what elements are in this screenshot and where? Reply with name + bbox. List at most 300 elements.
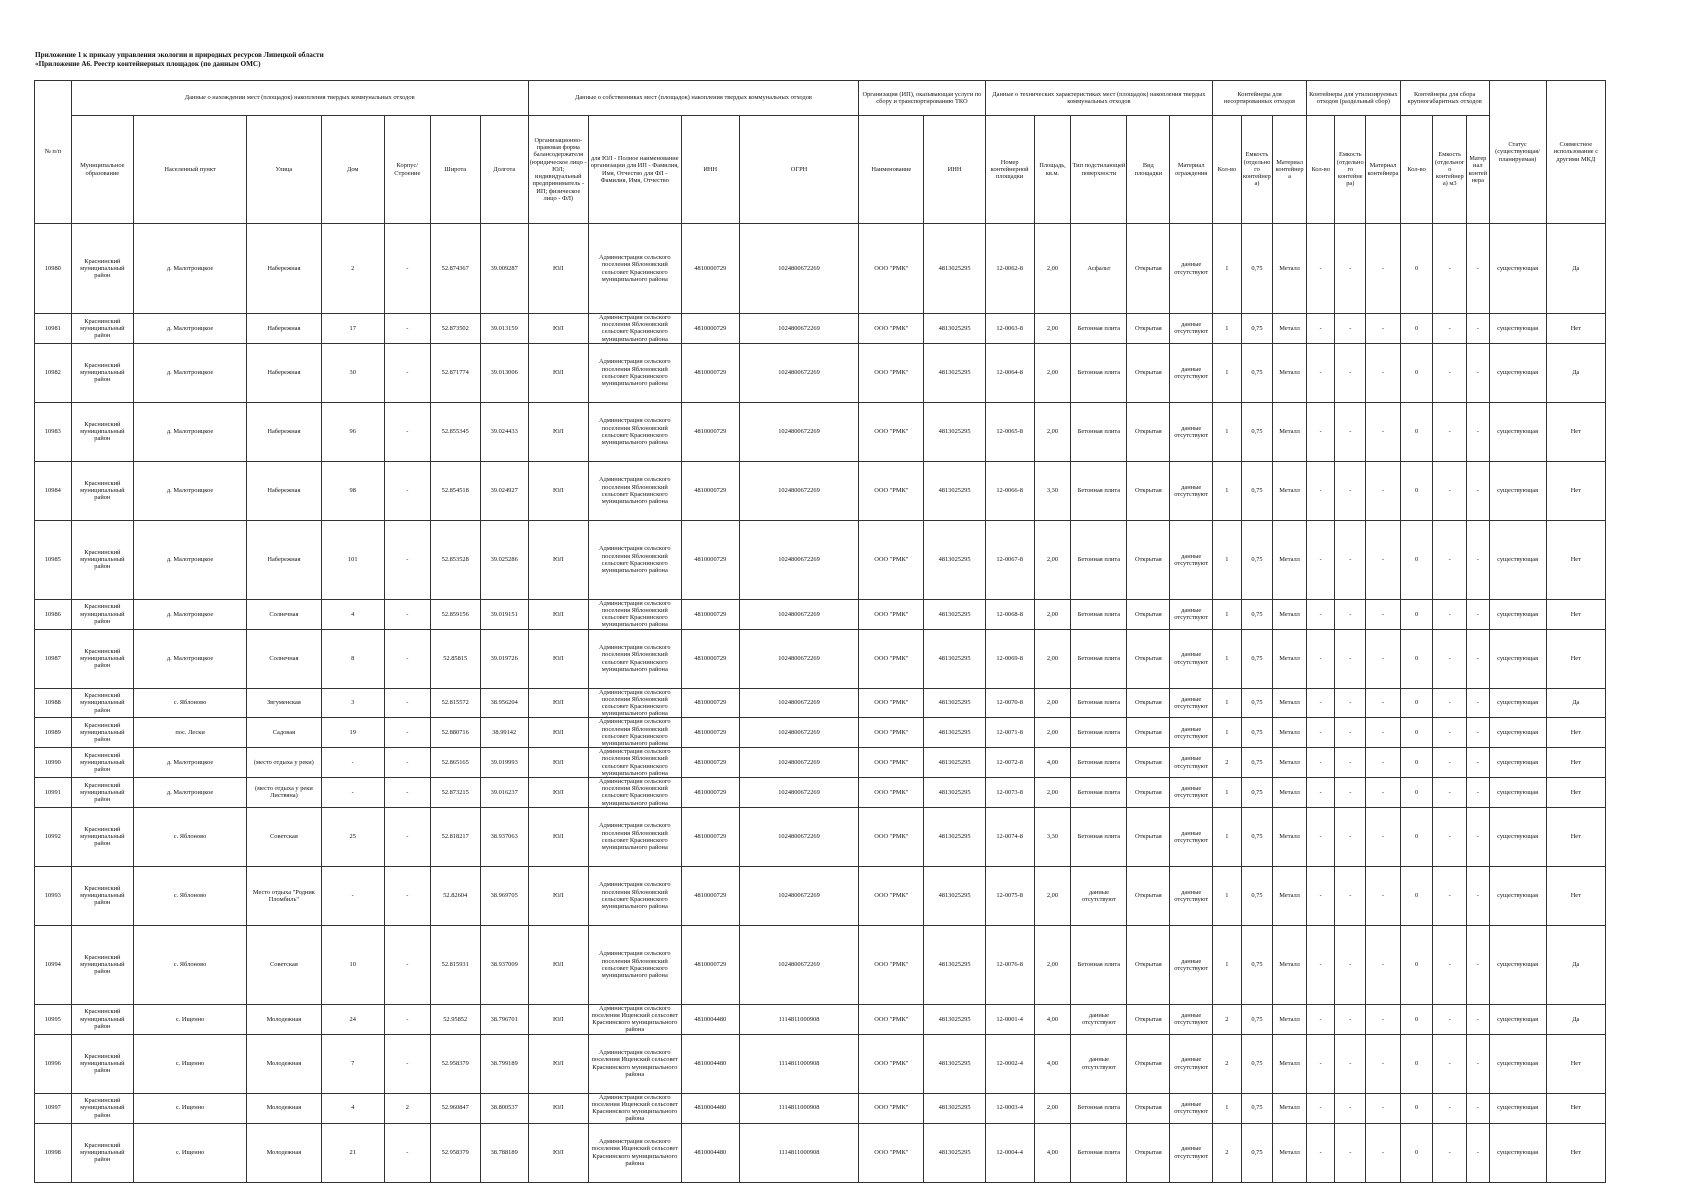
cell-lat: 52.958379 [430, 1123, 480, 1182]
cell-ogrn: 1024800672269 [739, 314, 858, 344]
cell-settlement: с. Яблоново [133, 866, 246, 925]
registry-table [34, 80, 1606, 1183]
cell-fence: данные отсутствуют [1170, 778, 1213, 808]
cell-shared: Нет [1546, 778, 1605, 808]
cell-municipality: Краснинский муниципальный район [71, 866, 133, 925]
cell-site-no: 12-0064-8 [985, 343, 1034, 402]
cell-recyclable-qty: - [1306, 629, 1335, 688]
cell-unsorted-qty: 1 [1213, 629, 1242, 688]
cell-bulky-capacity: - [1433, 1034, 1467, 1093]
cell-area: 4,00 [1034, 748, 1071, 778]
cell-fence: данные отсутствуют [1170, 343, 1213, 402]
document-title [35, 51, 735, 69]
col-header-shared: Совместное использование с другими МКД [1546, 81, 1605, 224]
cell-recyclable-qty: - [1306, 718, 1335, 748]
cell-site-type: Открытая [1127, 224, 1170, 314]
col-header-unsorted-material: Материал контейнера [1273, 116, 1307, 224]
cell-street: Молодежная [247, 1093, 321, 1123]
cell-municipality: Краснинский муниципальный район [71, 599, 133, 629]
cell-inn: 4810000729 [681, 807, 739, 866]
cell-surface: Асфальт [1071, 224, 1127, 314]
cell-operator-name: ООО "РМК" [859, 629, 924, 688]
cell-lon: 39.024927 [480, 461, 528, 520]
cell-bulky-material: - [1467, 807, 1489, 866]
cell-surface: Бетонная плита [1071, 1093, 1127, 1123]
cell-unsorted-capacity: 0,75 [1241, 599, 1273, 629]
cell-recyclable-capacity: - [1335, 599, 1366, 629]
cell-area: 2,00 [1034, 778, 1071, 808]
cell-legal-form: ЮЛ [528, 224, 588, 314]
cell-status: существующая [1489, 461, 1546, 520]
cell-building: 2 [384, 1093, 430, 1123]
cell-unsorted-material: Металл [1273, 629, 1307, 688]
cell-shared: Да [1546, 925, 1605, 1004]
cell-num: 10987 [35, 629, 72, 688]
cell-recyclable-material: - [1366, 520, 1401, 599]
cell-operator-name: ООО "РМК" [859, 778, 924, 808]
col-header-recyclable-capacity: Емкость (отдельного контейнера) [1335, 116, 1366, 224]
cell-recyclable-capacity: - [1335, 866, 1366, 925]
cell-bulky-material: - [1467, 520, 1489, 599]
cell-surface: Бетонная плита [1071, 629, 1127, 688]
cell-status: существующая [1489, 629, 1546, 688]
cell-surface: Бетонная плита [1071, 343, 1127, 402]
cell-bulky-qty: 0 [1400, 520, 1433, 599]
cell-shared: Да [1546, 1004, 1605, 1034]
cell-num: 10992 [35, 807, 72, 866]
cell-unsorted-qty: 1 [1213, 1093, 1242, 1123]
cell-municipality: Краснинский муниципальный район [71, 807, 133, 866]
cell-status: существующая [1489, 748, 1546, 778]
cell-site-no: 12-0001-4 [985, 1004, 1034, 1034]
cell-municipality: Краснинский муниципальный район [71, 718, 133, 748]
col-header-lon: Долгота [480, 116, 528, 224]
cell-street: Набережная [247, 461, 321, 520]
cell-status: существующая [1489, 1034, 1546, 1093]
cell-ogrn: 1114811000908 [739, 1034, 858, 1093]
cell-street: Советская [247, 807, 321, 866]
cell-area: 3,30 [1034, 461, 1071, 520]
cell-street: (место отдыха у реки) [247, 748, 321, 778]
cell-bulky-capacity: - [1433, 629, 1467, 688]
cell-recyclable-qty: - [1306, 866, 1335, 925]
cell-unsorted-qty: 1 [1213, 402, 1242, 461]
cell-street: Молодежная [247, 1123, 321, 1182]
cell-inn: 4810000729 [681, 629, 739, 688]
cell-surface: Бетонная плита [1071, 925, 1127, 1004]
cell-bulky-material: - [1467, 1034, 1489, 1093]
cell-building: - [384, 461, 430, 520]
cell-lon: 39.019726 [480, 629, 528, 688]
cell-operator-inn: 4813025295 [924, 1123, 985, 1182]
cell-site-no: 12-0068-8 [985, 599, 1034, 629]
cell-bulky-qty: 0 [1400, 314, 1433, 344]
cell-municipality: Краснинский муниципальный район [71, 224, 133, 314]
cell-lon: 38.799189 [480, 1034, 528, 1093]
cell-bulky-material: - [1467, 343, 1489, 402]
cell-ogrn: 1024800672269 [739, 718, 858, 748]
cell-num: 10983 [35, 402, 72, 461]
cell-street: Солнечная [247, 599, 321, 629]
cell-inn: 4810000729 [681, 461, 739, 520]
cell-ogrn: 1024800672269 [739, 688, 858, 718]
cell-unsorted-material: Металл [1273, 461, 1307, 520]
col-header-site-type: Вид площадки [1127, 116, 1170, 224]
cell-municipality: Краснинский муниципальный район [71, 461, 133, 520]
cell-building: - [384, 224, 430, 314]
cell-status: существующая [1489, 778, 1546, 808]
cell-recyclable-qty: - [1306, 402, 1335, 461]
table-row [35, 925, 1606, 1004]
cell-shared: Да [1546, 688, 1605, 718]
cell-recyclable-capacity: - [1335, 629, 1366, 688]
cell-legal-form: ЮЛ [528, 629, 588, 688]
cell-settlement: д. Малотроицкое [133, 778, 246, 808]
cell-settlement: с. Ищенно [133, 1004, 246, 1034]
cell-num: 10997 [35, 1093, 72, 1123]
cell-settlement: д. Малотроицкое [133, 599, 246, 629]
cell-site-type: Открытая [1127, 629, 1170, 688]
col-header-bulky-material: Материал контейнера [1467, 116, 1489, 224]
cell-legal-form: ЮЛ [528, 402, 588, 461]
cell-operator-inn: 4813025295 [924, 629, 985, 688]
cell-bulky-material: - [1467, 866, 1489, 925]
cell-municipality: Краснинский муниципальный район [71, 1123, 133, 1182]
col-header-inn: ИНН [681, 116, 739, 224]
cell-unsorted-capacity: 0,75 [1241, 224, 1273, 314]
cell-site-type: Открытая [1127, 1004, 1170, 1034]
cell-lat: 52.815572 [430, 688, 480, 718]
cell-lat: 52.960847 [430, 1093, 480, 1123]
cell-unsorted-capacity: 0,75 [1241, 314, 1273, 344]
cell-house: 2 [321, 224, 384, 314]
cell-owner-name: Администрация сельского поселения Яблоновский сельсовет Краснинского муниципального района [588, 402, 681, 461]
cell-owner-name: Администрация сельского поселения Яблоновский сельсовет Краснинского муниципального района [588, 343, 681, 402]
table-row [35, 866, 1606, 925]
cell-recyclable-qty: - [1306, 925, 1335, 1004]
cell-unsorted-material: Металл [1273, 343, 1307, 402]
cell-owner-name: Администрация сельского поселения Яблоновский сельсовет Краснинского муниципального района [588, 866, 681, 925]
cell-legal-form: ЮЛ [528, 520, 588, 599]
cell-recyclable-capacity: - [1335, 1123, 1366, 1182]
cell-surface: Бетонная плита [1071, 688, 1127, 718]
cell-building: - [384, 629, 430, 688]
cell-unsorted-capacity: 0,75 [1241, 748, 1273, 778]
cell-lat: 52.815931 [430, 925, 480, 1004]
cell-lon: 39.019993 [480, 748, 528, 778]
cell-recyclable-qty: - [1306, 224, 1335, 314]
cell-site-type: Открытая [1127, 718, 1170, 748]
cell-fence: данные отсутствуют [1170, 461, 1213, 520]
cell-owner-name: Администрация сельского поселения Ищенский сельсовет Краснинского муниципального района [588, 1034, 681, 1093]
cell-site-no: 12-0069-8 [985, 629, 1034, 688]
group-header-unsorted: Контейнеры для несортированных отходов [1213, 81, 1307, 116]
cell-shared: Нет [1546, 718, 1605, 748]
cell-building: - [384, 718, 430, 748]
cell-ogrn: 1024800672269 [739, 866, 858, 925]
cell-unsorted-material: Металл [1273, 688, 1307, 718]
table-row [35, 718, 1606, 748]
group-header-technical: Данные о технических характеристиках мест (площадок) накопления твердых коммунальных отходов [985, 81, 1212, 116]
cell-shared: Нет [1546, 629, 1605, 688]
cell-ogrn: 1024800672269 [739, 925, 858, 1004]
cell-operator-inn: 4813025295 [924, 224, 985, 314]
cell-bulky-capacity: - [1433, 343, 1467, 402]
cell-unsorted-qty: 1 [1213, 866, 1242, 925]
cell-inn: 4810004480 [681, 1123, 739, 1182]
cell-lon: 38.796701 [480, 1004, 528, 1034]
cell-bulky-capacity: - [1433, 925, 1467, 1004]
cell-legal-form: ЮЛ [528, 748, 588, 778]
cell-operator-inn: 4813025295 [924, 520, 985, 599]
cell-house: 25 [321, 807, 384, 866]
cell-area: 2,00 [1034, 688, 1071, 718]
cell-fence: данные отсутствуют [1170, 1034, 1213, 1093]
cell-bulky-material: - [1467, 314, 1489, 344]
cell-recyclable-qty: - [1306, 1123, 1335, 1182]
cell-street: Советская [247, 925, 321, 1004]
cell-status: существующая [1489, 520, 1546, 599]
cell-recyclable-capacity: - [1335, 520, 1366, 599]
cell-settlement: с. Яблоново [133, 925, 246, 1004]
col-header-ogrn: ОГРН [739, 116, 858, 224]
cell-site-no: 12-0070-8 [985, 688, 1034, 718]
cell-lat: 52.958379 [430, 1034, 480, 1093]
cell-fence: данные отсутствуют [1170, 718, 1213, 748]
col-header-unsorted-qty: Кол-во [1213, 116, 1242, 224]
cell-area: 2,00 [1034, 866, 1071, 925]
cell-operator-inn: 4813025295 [924, 718, 985, 748]
cell-recyclable-capacity: - [1335, 1004, 1366, 1034]
cell-site-no: 12-0066-8 [985, 461, 1034, 520]
cell-lat: 52.85815 [430, 629, 480, 688]
cell-legal-form: ЮЛ [528, 1093, 588, 1123]
cell-recyclable-capacity: - [1335, 718, 1366, 748]
cell-lat: 52.874367 [430, 224, 480, 314]
cell-unsorted-capacity: 0,75 [1241, 866, 1273, 925]
cell-recyclable-capacity: - [1335, 807, 1366, 866]
cell-owner-name: Администрация сельского поселения Яблоновский сельсовет Краснинского муниципального района [588, 925, 681, 1004]
cell-municipality: Краснинский муниципальный район [71, 778, 133, 808]
cell-recyclable-qty: - [1306, 343, 1335, 402]
table-row [35, 224, 1606, 314]
cell-house: 17 [321, 314, 384, 344]
cell-area: 2,00 [1034, 224, 1071, 314]
cell-shared: Нет [1546, 866, 1605, 925]
cell-fence: данные отсутствуют [1170, 1004, 1213, 1034]
cell-operator-name: ООО "РМК" [859, 402, 924, 461]
cell-recyclable-material: - [1366, 629, 1401, 688]
cell-house: 19 [321, 718, 384, 748]
cell-street: Солнечная [247, 629, 321, 688]
cell-area: 2,00 [1034, 1093, 1071, 1123]
cell-owner-name: Администрация сельского поселения Яблоновский сельсовет Краснинского муниципального района [588, 461, 681, 520]
cell-shared: Нет [1546, 748, 1605, 778]
col-header-recyclable-material: Материал контейнера [1366, 116, 1401, 224]
col-header-settlement: Населенный пункт [133, 116, 246, 224]
cell-num: 10989 [35, 718, 72, 748]
cell-bulky-qty: 0 [1400, 778, 1433, 808]
cell-recyclable-qty: - [1306, 1004, 1335, 1034]
cell-num: 10998 [35, 1123, 72, 1182]
cell-house: 4 [321, 1093, 384, 1123]
cell-legal-form: ЮЛ [528, 866, 588, 925]
cell-recyclable-qty: - [1306, 807, 1335, 866]
cell-unsorted-qty: 1 [1213, 224, 1242, 314]
cell-operator-name: ООО "РМК" [859, 1034, 924, 1093]
cell-area: 4,00 [1034, 1034, 1071, 1093]
cell-operator-inn: 4813025295 [924, 343, 985, 402]
cell-inn: 4810000729 [681, 314, 739, 344]
cell-site-no: 12-0075-8 [985, 866, 1034, 925]
cell-bulky-capacity: - [1433, 866, 1467, 925]
cell-surface: Бетонная плита [1071, 461, 1127, 520]
cell-operator-name: ООО "РМК" [859, 748, 924, 778]
cell-building: - [384, 1123, 430, 1182]
cell-lon: 38.800537 [480, 1093, 528, 1123]
cell-unsorted-qty: 1 [1213, 688, 1242, 718]
cell-num: 10991 [35, 778, 72, 808]
cell-bulky-qty: 0 [1400, 718, 1433, 748]
cell-street: Молодежная [247, 1034, 321, 1093]
table-row [35, 1034, 1606, 1093]
cell-operator-name: ООО "РМК" [859, 461, 924, 520]
cell-num: 10994 [35, 925, 72, 1004]
cell-street: (место отдыха у реки Листвяна) [247, 778, 321, 808]
cell-street: Набережная [247, 520, 321, 599]
col-header-surface: Тип подстилающей поверхности [1071, 116, 1127, 224]
cell-inn: 4810000729 [681, 402, 739, 461]
cell-ogrn: 1024800672269 [739, 778, 858, 808]
cell-inn: 4810004480 [681, 1034, 739, 1093]
cell-building: - [384, 866, 430, 925]
cell-settlement: д. Малотроицкое [133, 629, 246, 688]
cell-legal-form: ЮЛ [528, 343, 588, 402]
cell-inn: 4810000729 [681, 925, 739, 1004]
cell-num: 10986 [35, 599, 72, 629]
cell-recyclable-qty: - [1306, 778, 1335, 808]
cell-bulky-qty: 0 [1400, 224, 1433, 314]
cell-surface: данные отсутствуют [1071, 1034, 1127, 1093]
cell-operator-inn: 4813025295 [924, 314, 985, 344]
cell-bulky-qty: 0 [1400, 1123, 1433, 1182]
cell-lat: 52.871774 [430, 343, 480, 402]
cell-unsorted-material: Металл [1273, 778, 1307, 808]
cell-building: - [384, 1034, 430, 1093]
cell-building: - [384, 520, 430, 599]
cell-shared: Да [1546, 343, 1605, 402]
cell-settlement: д. Малотроицкое [133, 461, 246, 520]
cell-bulky-capacity: - [1433, 402, 1467, 461]
cell-fence: данные отсутствуют [1170, 402, 1213, 461]
cell-shared: Нет [1546, 1034, 1605, 1093]
cell-fence: данные отсутствуют [1170, 1093, 1213, 1123]
cell-fence: данные отсутствуют [1170, 629, 1213, 688]
cell-bulky-qty: 0 [1400, 1034, 1433, 1093]
cell-site-type: Открытая [1127, 1123, 1170, 1182]
cell-unsorted-material: Металл [1273, 718, 1307, 748]
cell-inn: 4810004480 [681, 1093, 739, 1123]
cell-house: 7 [321, 1034, 384, 1093]
cell-unsorted-capacity: 0,75 [1241, 778, 1273, 808]
cell-surface: Бетонная плита [1071, 778, 1127, 808]
cell-bulky-capacity: - [1433, 224, 1467, 314]
cell-settlement: с. Яблоново [133, 807, 246, 866]
cell-status: существующая [1489, 718, 1546, 748]
cell-status: существующая [1489, 402, 1546, 461]
cell-fence: данные отсутствуют [1170, 224, 1213, 314]
col-header-owner-name: для ЮЛ - Полное наименование организации для ИП - Фамилия, Имя, Отчество для ФЛ - Фамилия, Имя, Отчество [588, 116, 681, 224]
cell-recyclable-material: - [1366, 925, 1401, 1004]
cell-bulky-capacity: - [1433, 778, 1467, 808]
cell-recyclable-qty: - [1306, 461, 1335, 520]
cell-fence: данные отсутствуют [1170, 748, 1213, 778]
cell-house: 30 [321, 343, 384, 402]
cell-fence: данные отсутствуют [1170, 925, 1213, 1004]
cell-surface: Бетонная плита [1071, 807, 1127, 866]
cell-fence: данные отсутствуют [1170, 866, 1213, 925]
cell-ogrn: 1114811000908 [739, 1004, 858, 1034]
cell-municipality: Краснинский муниципальный район [71, 1004, 133, 1034]
cell-owner-name: Администрация сельского поселения Яблоновский сельсовет Краснинского муниципального района [588, 629, 681, 688]
cell-recyclable-material: - [1366, 314, 1401, 344]
cell-site-type: Открытая [1127, 748, 1170, 778]
cell-shared: Нет [1546, 314, 1605, 344]
cell-lat: 52.880716 [430, 718, 480, 748]
cell-shared: Нет [1546, 599, 1605, 629]
cell-recyclable-material: - [1366, 1123, 1401, 1182]
cell-lat: 52.95852 [430, 1004, 480, 1034]
table-row [35, 748, 1606, 778]
cell-settlement: д. Малотроицкое [133, 748, 246, 778]
cell-site-type: Открытая [1127, 1034, 1170, 1093]
cell-bulky-qty: 0 [1400, 748, 1433, 778]
cell-status: существующая [1489, 1123, 1546, 1182]
cell-street: Звгуменская [247, 688, 321, 718]
cell-settlement: д. Малотроицкое [133, 314, 246, 344]
cell-operator-name: ООО "РМК" [859, 1004, 924, 1034]
group-header-location: Данные о нахождении мест (площадок) накопления твердых коммунальных отходов [71, 81, 528, 116]
cell-bulky-material: - [1467, 1123, 1489, 1182]
cell-unsorted-capacity: 0,75 [1241, 688, 1273, 718]
cell-site-type: Открытая [1127, 343, 1170, 402]
cell-operator-name: ООО "РМК" [859, 866, 924, 925]
cell-status: существующая [1489, 866, 1546, 925]
cell-operator-inn: 4813025295 [924, 866, 985, 925]
cell-house: 21 [321, 1123, 384, 1182]
col-header-bulky-qty: Кол-во [1400, 116, 1433, 224]
cell-ogrn: 1024800672269 [739, 807, 858, 866]
cell-recyclable-material: - [1366, 778, 1401, 808]
cell-ogrn: 1024800672269 [739, 224, 858, 314]
cell-shared: Нет [1546, 807, 1605, 866]
cell-site-no: 12-0004-4 [985, 1123, 1034, 1182]
cell-owner-name: Администрация сельского поселения Яблоновский сельсовет Краснинского муниципального района [588, 224, 681, 314]
cell-building: - [384, 314, 430, 344]
cell-shared: Нет [1546, 402, 1605, 461]
cell-lat: 52.818217 [430, 807, 480, 866]
cell-area: 4,00 [1034, 1123, 1071, 1182]
cell-ogrn: 1024800672269 [739, 629, 858, 688]
cell-site-no: 12-0002-4 [985, 1034, 1034, 1093]
col-header-municipality: Муниципальное образование [71, 116, 133, 224]
cell-bulky-material: - [1467, 461, 1489, 520]
cell-lon: 39.013006 [480, 343, 528, 402]
cell-recyclable-material: - [1366, 807, 1401, 866]
cell-lat: 52.855345 [430, 402, 480, 461]
cell-ogrn: 1024800672269 [739, 599, 858, 629]
cell-bulky-material: - [1467, 629, 1489, 688]
